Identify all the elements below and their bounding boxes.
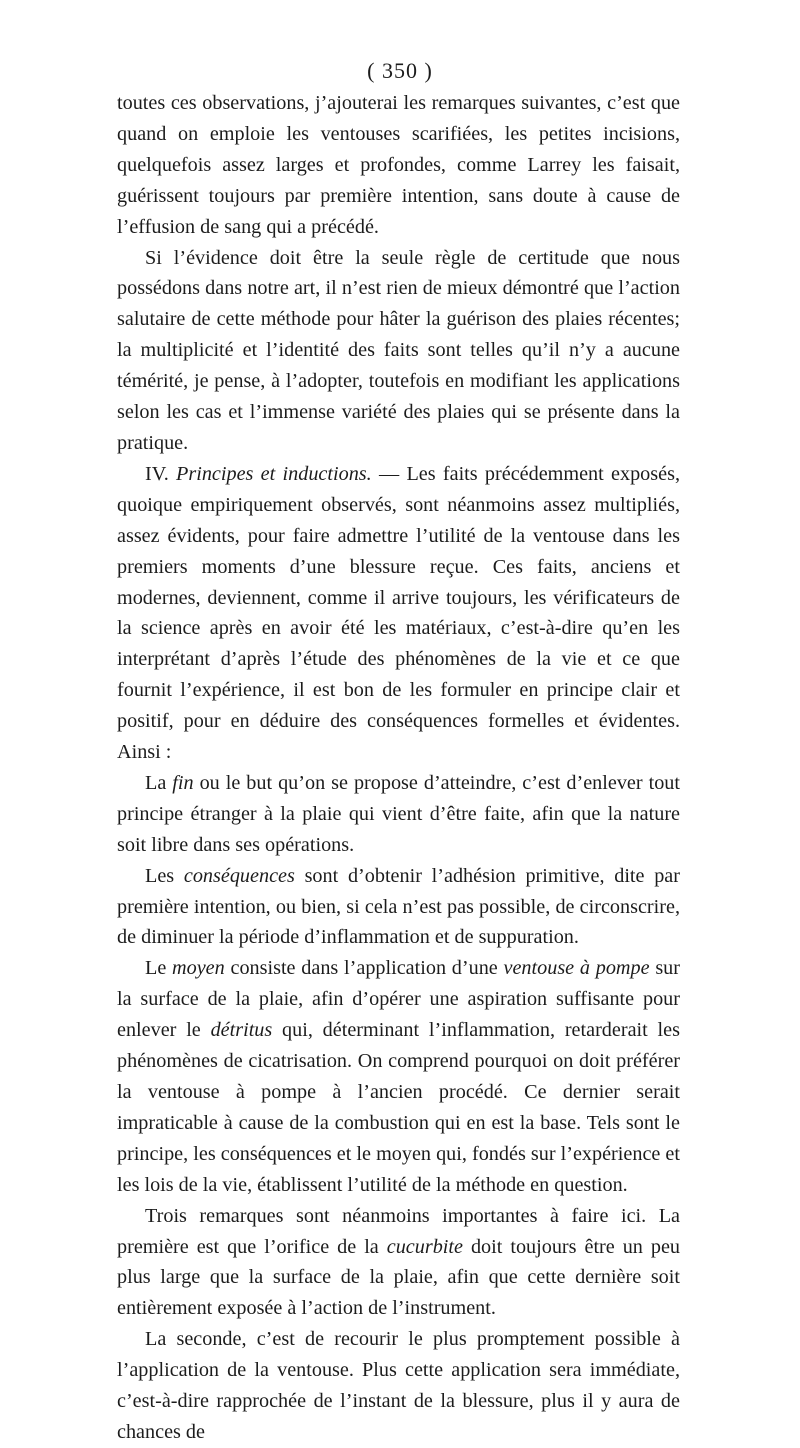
text-run: doit toujours être un peu plus large que la surface de la plaie, afin que cette dernière soit entièrement exposée à l’action de l’instrument. — [117, 1235, 680, 1320]
text-run: qui, déterminant l’inflammation, retarderait les phénomènes de cicatrisation. On comprend pourquoi on doit préférer la ventouse à pompe à l’ancien procédé. Ce dernier serait impraticable à cause de la combustion qui en est la base. Tels sont le principe, les conséquences et le moyen qui, fondés sur l’expérience et les lois de la vie, établissent l’utilité de la méthode en question. — [117, 1019, 680, 1196]
italic-term: détritus — [210, 1019, 273, 1042]
text-run: sur la surface de la plaie, afin d’opérer une aspiration suffisante pour enlever le — [117, 957, 680, 1042]
text-run: consiste dans l’application d’une — [224, 957, 504, 980]
paragraph — [117, 1201, 680, 1325]
text-run: IV. — [145, 462, 177, 485]
text-run: toutes ces observations, j’ajouterai les remarques suivantes, c’est que quand on emploie les ventouses scarifiées, les petites incisions, quelquefois assez larges et profondes, comme Larrey les faisait, guérissent toujours par première intention, sans doute à cause de l’effusion de sang qui a précédé. — [117, 92, 680, 238]
paragraph — [117, 861, 680, 954]
italic-term: ventouse à pompe — [503, 957, 650, 980]
italic-term: fin — [172, 771, 194, 794]
paragraph — [117, 88, 680, 243]
text-run: sont d’obtenir l’adhésion primitive, dite par première intention, ou bien, si cela n’est pas possible, de circonscrire, de diminuer la période d’inflammation et de suppuration. — [117, 864, 680, 949]
text-run: — Les faits précédemment exposés, quoique empiriquement observés, sont néanmoins assez multipliés, assez évidents, pour faire admettre l’utilité de la ventouse dans les premiers moments d’une blessure reçue. Ces faits, anciens et modernes, deviennent, comme il arrive toujours, les vérificateurs de la science après en avoir été les matériaux, c’est-à-dire qu’en les interprétant d’après l’étude des phénomènes de la vie et ce que fournit l’expérience, il est bon de les formuler en principe clair et positif, pour en déduire des conséquences formelles et évidentes. Ainsi : — [117, 462, 680, 764]
italic-term: Principes et inductions. — [176, 462, 372, 485]
paragraph — [117, 243, 680, 459]
text-run: ou le but qu’on se propose d’atteindre, c’est d’enlever tout principe étranger à la plaie qui vient d’être faite, afin que la nature soit libre dans ses opérations. — [117, 771, 680, 856]
paragraph — [117, 768, 680, 861]
italic-term: conséquences — [183, 864, 295, 887]
body-text — [117, 88, 680, 1448]
text-run: Les — [145, 864, 184, 887]
text-run: La — [145, 771, 173, 794]
paragraph — [117, 1324, 680, 1448]
italic-term: moyen — [172, 957, 225, 980]
paragraph — [117, 459, 680, 768]
text-run: La seconde, c’est de recourir le plus promptement possible à l’application de la ventouse. Plus cette application sera immédiate, c’est-à-dire rapprochée de l’instant de la blessure, plus il y aura de chances de — [117, 1328, 680, 1443]
paragraph — [117, 953, 680, 1200]
italic-term: cucurbite — [386, 1235, 463, 1258]
text-run: Si l’évidence doit être la seule règle de certitude que nous possédons dans notre art, il n’est rien de mieux démontré que l’action salutaire de cette méthode pour hâter la guérison des plaies récentes; la multiplicité et l’identité des faits sont telles qu’il n’y a aucune témérité, je pense, à l’adopter, toutefois en modifiant les applications selon les cas et l’immense variété des plaies qui se présente dans la pratique. — [117, 246, 680, 454]
text-run: Le — [145, 957, 173, 980]
page-number: ( 350 ) — [367, 58, 433, 83]
text-run: Trois remarques sont néanmoins importantes à faire ici. La première est que l’orifice de la — [117, 1204, 680, 1258]
